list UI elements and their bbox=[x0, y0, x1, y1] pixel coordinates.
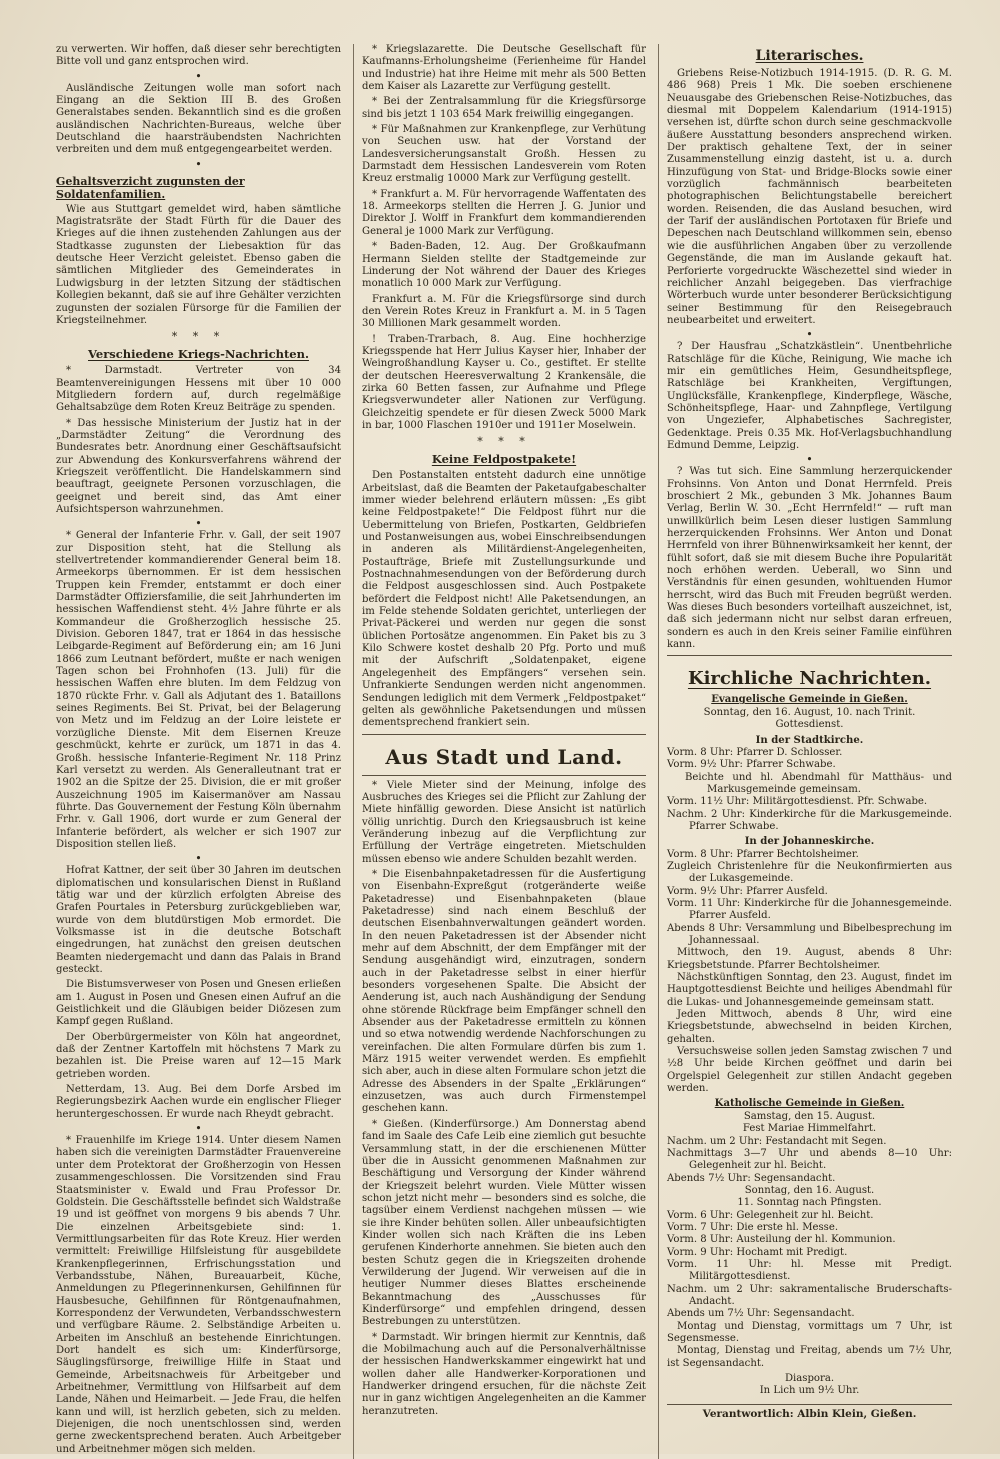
paragraph: zu verwerten. Wir hoffen, daß dieser sehr berechtigten Bitte voll und ganz entsprochen wird. bbox=[56, 44, 341, 68]
service-line: Nachmittags 3—7 Uhr und abends 8—10 Uhr: Gelegenheit zur hl. Beicht. bbox=[667, 1147, 952, 1172]
separator-stars: * * * bbox=[477, 435, 531, 449]
subheading: 11. Sonntag nach Pfingsten. bbox=[737, 1197, 882, 1209]
service-line: Vorm. 11½ Uhr: Militärgottesdienst. Pfr. Schwabe. bbox=[667, 796, 928, 808]
heading-aus-stadt-und-land: Aus Stadt und Land. bbox=[385, 744, 623, 769]
page-columns bbox=[56, 44, 980, 1455]
paragraph: Den Postanstalten entsteht dadurch eine unnötige Arbeitslast, daß die Beamten der Paketaufgabeschalter immer wieder belehrend erläutern müssen: „Es gibt keine Feldpostpakete!“ Die Feldpost führt nur die Uebermittelung von Briefen, Postkarten, Geldbriefen und Postanweisungen aus, wobei Einschreibsendungen in anderen als Militärdienst-Angelegenheiten, Postaufträge, Briefe mit Zustellungsurkunde und Postnachnahmesendungen von der Beförderung durch die Feldpost ausgeschlossen sind. Auch Postpakete befördert die Feldpost nicht! Alle Paketsendungen, an im Felde stehende Soldaten gerichtet, unterliegen der Privat-Päckerei und werden nur gegen die sonst üblichen Portosätze angenommen. Ein Paket bis zu 3 Kilo Schwere kostet deshalb 20 Pfg. Porto und muß mit der Aufschrift „Soldatenpaket, eigene Angelegenheit des Empfängers“ versehen sein. Unfrankierte Sendungen werden nicht angenommen. Sendungen lediglich mit dem Vermerk „Feldpostpaket“ gelten als gewöhnliche Paketsendungen und müssen dementsprechend frankiert sein. bbox=[362, 470, 646, 729]
service-line: Montag, Dienstag und Freitag, abends um 7½ Uhr, ist Segensandacht. bbox=[667, 1345, 952, 1369]
footer-responsible-editor: Verantwortlich: Albin Klein, Gießen. bbox=[667, 1404, 952, 1420]
paragraph: ? Der Hausfrau „Schatzkästlein“. Unentbehrliche Ratschläge für die Küche, Reinigung, Wie mache ich mir ein gemütliches Heim, Gesundheitspflege, Ratschläge bei Krankheiten, Vergiftungen, Unglücksfälle, Krankenpflege, Kinderpflege, Wäsche, Schönheitspflege, Haar- und Zahnpflege, Vertilgung von Ungeziefer, Alphabetisches Sachregister, Gedenktage. Preis 0.35 Mk. Hof-Verlagsbuchhandlung Edmund Demme, Leipzig. bbox=[667, 341, 952, 451]
heading-feldpostpakete: Keine Feldpostpakete! bbox=[431, 452, 577, 467]
separator-dot: • bbox=[195, 1122, 202, 1136]
paragraph: * Viele Mieter sind der Meinung, infolge des Ausbruches des Krieges sei die Pflicht zur Zahlung der Miete hinfällig geworden. Diese Ansicht ist natürlich völlig unrichtig. Durch den Kriegsausbruch ist keine Veränderung inbezug auf die Verpflichtung zur Erfüllung der Verträge eingetreten. Mietschulden müssen ebenso wie andere Schulden bezahlt werden. bbox=[362, 779, 646, 865]
paragraph: * Das hessische Ministerium der Justiz hat in der „Darmstädter Zeitung“ die Verordnung des Bundesrates betr. Anordnung einer Geschäftsaufsicht zur Abwendung des Konkursverfahrens während der Kriegszeit veröffentlicht. Die Handelskammern sind beauftragt, geeignete Personen vorzuschlagen, die geeignet und bereit sind, das Amt einer Aufsichtsperson wahrzunehmen. bbox=[56, 417, 341, 515]
service-line: Vorm. 8 Uhr: Pfarrer Bechtolsheimer. bbox=[667, 848, 859, 860]
service-line: Mittwoch, den 19. August, abends 8 Uhr: Kriegsbetstunde. Pfarrer Bechtolsheimer. bbox=[667, 947, 952, 971]
separator-dot: • bbox=[195, 157, 202, 171]
paragraph: * Darmstadt. Vertreter von 34 Beamtenvereinigungen Hessens mit über 10 000 Mitgliedern fordern auf, durch regelmäßige Gehaltsabzüge dem Roten Kreuz Beiträge zu spenden. bbox=[56, 365, 341, 414]
paragraph: * Frauenhilfe im Kriege 1914. Unter diesem Namen haben sich die vereinigten Darmstädter Frauenvereine unter dem Protektorat der Großherzogin von Hessen zusammengeschlossen. Die Vorsitzenden sind Frau Staatsminister v. Ewald und Frau Professor Dr. Goldstein. Die Geschäftsstelle befindet sich Waldstraße 19 und ist geöffnet von morgens 9 bis abends 7 Uhr. Die einzelnen Arbeitsgebiete sind: 1. Vermittlungsarbeiten für das Rote Kreuz. Hier werden vermittelt: Freiwillige Hilfsleistung für ausgebildete Krankenpflegerinnen, Erfrischungsstation und Verbandsstube, Nähen, Bureauarbeit, Küche, Anmeldungen zu Pflegerinnenkursen, Gehilfinnen für Hausbesuche, Gehilfinnen für Röntgenaufnahmen, Korrespondenz der Verwundeten, Verbandsschwestern und verfügbare Räume. 2. Selbständige Arbeiten u. Arbeiten im Anschluß an bestehende Einrichtungen. Dort handelt es sich um: Kinderfürsorge, Säuglingsfürsorge, freiwillige Hilfe in Staat und Gemeinde, Arbeitsnachweis für Arbeitgeber und Arbeitnehmer, Vermittlung von Hilfsarbeit auf dem Lande, Nähen und Heimarbeit. — Jede Frau, die helfen kann und will, ist herzlich gebeten, sich zu melden. Diejenigen, die noch unentschlossen sind, werden gerne zweckentsprechend beraten. Auch Arbeitgeber und Arbeitnehmer mögen sich melden. bbox=[56, 1135, 341, 1455]
service-line: Vorm. 6 Uhr: Gelegenheit zur hl. Beicht. bbox=[667, 1209, 874, 1221]
separator-dot: • bbox=[195, 852, 202, 866]
service-line: Vorm. 11 Uhr: hl. Messe mit Predigt. Militärgottesdienst. bbox=[667, 1258, 952, 1283]
heading-evangelische-gemeinde: Evangelische Gemeinde in Gießen. bbox=[711, 694, 908, 706]
paragraph: Wie aus Stuttgart gemeldet wird, haben sämtliche Magistratsräte der Stadt Fürth für die Dauer des Krieges auf die ihnen zustehenden Zahlungen aus der Stadtkasse zugunsten der Liebesaktion für das deutsche Heer Verzicht geleistet. Ebenso gaben die sämtlichen Mitglieder des Gemeinderates in Ludwigsburg in der letzten Sitzung der städtischen Kollegien bekannt, daß sie auf ihre Gehälter verzichten zugunsten der sozialen Fürsorge für die Familien der Kriegsteilnehmer. bbox=[56, 203, 341, 326]
separator-stars: * * * bbox=[171, 330, 226, 344]
service-line: Nachm. um 2 Uhr: sakramentalische Bruderschafts-Andacht. bbox=[667, 1283, 952, 1307]
paragraph: * Gießen. (Kinderfürsorge.) Am Donnerstag abend fand im Saale des Cafe Leib eine ziemlich gut besuchte Versammlung statt, in der die erschienenen Mütter über die in Aussicht genommenen Maßnahmen zur Beschäftigung und Versorgung der Kinder während der Kriegszeit belehrt wurden. Viele Mütter wissen schon jetzt nicht mehr — besonders sind es solche, die tagsüber einem Verdienst nachgehen müssen — wie sie ihre Kinder behüten sollen. Aller unbeaufsichtigten Kinder wollen sich nach Kräften die ins Leben gerufenen Kinderhorte annehmen. Sie bieten auch den besten Schutz gegen die in Kriegszeiten drohende Verwilderung der Jugend. Wir verweisen auf die in heutiger Nummer dieses Blattes erscheinende Bekanntmachung des „Ausschusses für Kinderfürsorge“ und empfehlen dringend, dessen Bestrebungen zu unterstützen. bbox=[362, 1118, 646, 1328]
service-line: Versuchsweise sollen jeden Samstag zwischen 7 und ½8 Uhr beide Kirchen geöffnet und darin bei Orgelspiel Gelegenheit zur stillen Andacht gegeben werden. bbox=[667, 1046, 952, 1095]
service-line: Zugleich Christenlehre für die Neukonfirmierten aus der Lukasgemeinde. bbox=[667, 860, 952, 885]
separator-dot: • bbox=[806, 328, 813, 342]
service-line: Montag und Dienstag, vormittags um 7 Uhr, ist Segensmesse. bbox=[667, 1320, 952, 1344]
paragraph: Netterdam, 13. Aug. Bei dem Dorfe Arsbed im Regierungsbezirk Aachen wurde ein englischer Flieger heruntergeschossen. Er wurde nach Rheydt gebracht. bbox=[56, 1084, 341, 1120]
service-line: Abends 7½ Uhr: Segensandacht. bbox=[667, 1172, 836, 1184]
heading-gehaltsverzicht: Gehaltsverzicht zugunsten der Soldatenfamilien. bbox=[56, 174, 245, 201]
service-line: Nachm. 2 Uhr: Kinderkirche für die Markusgemeinde. Pfarrer Schwabe. bbox=[667, 808, 952, 832]
paragraph: * Frankfurt a. M. Für hervorragende Waffentaten des 18. Armeekorps stellten die Herren J. G. Junior und Direktor J. Wolff in Frankfurt dem kommandierenden General je 1000 Mark zur Verfügung. bbox=[362, 188, 646, 237]
column-right bbox=[658, 44, 952, 1459]
paragraph: * Die Eisenbahnpaketadressen für die Ausfertigung von Eisenbahn-Expreßgut (rotgeränderte weiße Paketadresse) und Eisenbahnpaketen (blaue Paketadresse) sind nach einem Beschluß der deutschen Eisenbahnverwaltungen geändert worden. In den neuen Paketadressen ist der Absender nicht mehr auf dem Abschnitt, der dem Empfänger mit der Sendung ausgehändigt wird, einzutragen, sondern auch in der Paketadresse selbst in einer hierfür besonders vorgesehenen Spalte. Die Absicht der Aenderung ist, auch nach Aushändigung der Sendung ohne störende Rückfrage beim Empfänger schnell den Absender aus der Paketadresse ermitteln zu können und so etwa notwendig werdende Nachforschungen zu vereinfachen. Die alten Formulare dürfen bis zum 1. März 1915 weiter verwendet werden. Es empfiehlt sich aber, auch in diese alten Formulare schon jetzt die Adresse des Absenders in der Spalte „Erklärungen“ einzusetzen, was auch durch Firmenstempel geschehen kann. bbox=[362, 868, 646, 1115]
paragraph: ? Was tut sich. Eine Sammlung herzerquickender Frohsinns. Von Anton und Donat Herrnfeld. Preis broschiert 2 Mk., gebunden 3 Mk. Johannes Baum Verlag, Berlin W. 30. „Echt Herrnfeld!“ — ruft man unwillkürlich beim Lesen dieser lustigen Sammlung herzerquickenden Frohsinns. Wer Anton und Donat Herrnfeld von ihrer Bühnenwirksamkeit her kennt, der fühlt sofort, daß sie mit diesem Buche ihre Popularität noch erhöhen werden. Ueberall, wo Sinn und Verständnis für einen gesunden, wohltuenden Humor herrscht, wird das Buch mit Freuden begrüßt werden. Was dieses Buch besonders vorteilhaft auszeichnet, ist, daß sich jedermann nicht nur selbst daran erfreuen, sondern es auch in den Kreis seiner Familie einführen kann. bbox=[667, 466, 952, 651]
separator-dot: • bbox=[195, 517, 202, 531]
subheading: Fest Mariae Himmelfahrt. bbox=[742, 1123, 877, 1135]
heading-literarisches: Literarisches. bbox=[755, 48, 864, 64]
service-line: Beichte und hl. Abendmahl für Matthäus- und Markusgemeinde gemeinsam. bbox=[685, 771, 952, 795]
service-line: Vorm. 8 Uhr: Pfarrer D. Schlosser. bbox=[667, 746, 843, 758]
paragraph: Frankfurt a. M. Für die Kriegsfürsorge sind durch den Verein Rotes Kreuz in Frankfurt a. M. in 5 Tagen 30 Millionen Mark gesammelt worden. bbox=[362, 293, 646, 330]
church-notices bbox=[667, 694, 952, 1397]
service-line: Nachm. um 2 Uhr: Festandacht mit Segen. bbox=[667, 1135, 887, 1147]
date-line: Sonntag, den 16. August, 10. nach Trinit. bbox=[703, 706, 916, 718]
paragraph: Der Oberbürgermeister von Köln hat angeordnet, daß der Zentner Kartoffeln mit höchstens 7 Mark zu bezahlen ist. Die Preise waren auf 12—15 Mark getrieben worden. bbox=[56, 1031, 341, 1080]
separator-dot: • bbox=[195, 69, 202, 83]
service-line: Vorm. 7 Uhr: Die erste hl. Messe. bbox=[667, 1221, 839, 1233]
service-line: Nächstkünftigen Sonntag, den 23. August, findet im Hauptgottesdienst Beichte und heiliges Abendmahl für die Lukas- und Johannesgemeinde gemeinsam statt. bbox=[667, 972, 952, 1008]
paragraph: * Darmstadt. Wir bringen hiermit zur Kenntnis, daß die Mobilmachung auch auf die Personalverhältnisse der hessischen Handwerkskammer eingewirkt hat und wollen daher alle Handwerker-Korporationen und Handwerker dringend ersuchen, für die nächste Zeit nur in ganz wichtigen Angelegenheiten an die Kammer heranzutreten. bbox=[362, 1331, 646, 1417]
date-line: Samstag, den 15. August. bbox=[743, 1110, 876, 1122]
service-line: Vorm. 8 Uhr: Austeilung der hl. Kommunion. bbox=[667, 1234, 896, 1246]
paragraph: * General der Infanterie Frhr. v. Gall, der seit 1907 zur Disposition steht, hat die Stellung als stellvertretender kommandierender General beim 18. Armeekorps übernommen. Er ist dem hessischen Truppen kein Fremder, entstammt er doch einer Darmstädter Offiziersfamilie, die seit Jahrhunderten im hessischen Waffendienst steht. 4½ Jahre führte er als Kommandeur die Großherzoglich hessische 25. Division. Geboren 1847, trat er 1864 in das hessische Leibgarde-Regiment auf Beförderung ein; am 16 Juni 1866 zum Leutnant befördert, mußte er nach wenigen Tagen schon bei Frohnhofen (13. Juli) für die hessischen Waffen ehre bluten. Im dem Feldzug von 1870 rückte Frhr. v. Gall als Adjutant des 1. Bataillons seines Regiments. Bei St. Privat, bei der Belagerung von Metz und im Feldzug an der Loire leistete er vorzügliche Dienste. Mit dem Eisernen Kreuze geschmückt, kehrte er zurück, um 1871 in das 4. Großh. hessische Infanterie-Regiment Nr. 118 Prinz Karl versetzt zu werden. Als Generalleutnant trat er 1902 an die Spitze der 25. Division, die er mit großer Auszeichnung 1905 im Kaisermanöver am Nassau führte. Das Gouvernement der Festung Köln übernahm Frhr. v. Gall 1906, dort wurde er zum General der Infanterie befördert, als welcher er sich 1907 zur Disposition stellen ließ. bbox=[56, 530, 341, 850]
subheading: Diaspora. bbox=[784, 1373, 835, 1385]
service-line: Jeden Mittwoch, abends 8 Uhr, wird eine Kriegsbetstunde, abwechselnd in beiden Kirchen, gehalten. bbox=[667, 1009, 952, 1045]
heading-stadtkirche: In der Stadtkirche. bbox=[755, 734, 864, 746]
column-left bbox=[56, 44, 341, 1459]
service-line: Vorm. 9½ Uhr: Pfarrer Schwabe. bbox=[667, 759, 836, 771]
divider bbox=[667, 655, 952, 656]
service-line: In Lich um 9½ Uhr. bbox=[759, 1385, 860, 1397]
service-line: Vorm. 9½ Uhr: Pfarrer Ausfeld. bbox=[667, 885, 828, 897]
divider bbox=[362, 734, 646, 735]
paragraph: * Baden-Baden, 12. Aug. Der Großkaufmann Hermann Sielden stellte der Stadtgemeinde zur Linderung der Not während der Dauer des Krieges monatlich 10 000 Mark zur Verfügung. bbox=[362, 241, 646, 290]
paragraph: * Kriegslazarette. Die Deutsche Gesellschaft für Kaufmanns-Erholungsheime (Ferienheime für Handel und Industrie) hat ihre Heime mit mehr als 500 Betten dem Kaiser als Lazarette zur Verfügung gestellt. bbox=[362, 44, 646, 93]
service-line: Vorm. 9 Uhr: Hochamt mit Predigt. bbox=[667, 1246, 848, 1258]
heading-johanneskirche: In der Johanneskirche. bbox=[744, 836, 875, 848]
paragraph: * Bei der Zentralsammlung für die Kriegsfürsorge sind bis jetzt 1 103 654 Mark freiwillig eingegangen. bbox=[362, 96, 646, 120]
paragraph: ! Traben-Trarbach, 8. Aug. Eine hochherzige Kriegsspende hat Herr Julius Kayser hier, Inhaber der Weingroßhandlung Kayser u. Co., gestiftet. Er stellte der deutschen Heeresverwaltung 2 Krankensäle, die zirka 60 Betten fassen, zur Aufnahme und Pflege Kriegsverwundeter aller Nationen zur Verfügung. Gleichzeitig spendete er für diesen Zweck 5000 Mark in bar, 1000 Flaschen 1910er und 1911er Moselwein. bbox=[362, 333, 646, 431]
paragraph-auslaendische-zeitungen: Ausländische Zeitungen wolle man sofort nach Eingang an die Sektion III B. des Großen Generalstabes senden. Bekanntlich sind es die großen ausländischen Nachrichten-Bureaus, welche über Deutschland die haarsträubendsten Nachrichten verbreiten und dem muß entgegengearbeitet werden. bbox=[56, 82, 341, 156]
column-middle bbox=[353, 44, 646, 1459]
service-line: Abends um 7½ Uhr: Segensandacht. bbox=[667, 1308, 855, 1320]
paragraph: Griebens Reise-Notizbuch 1914-1915. (D. R. G. M. 486 968) Preis 1 Mk. Die soeben erschienene Neuausgabe des Griebenschen Reise-Notizbuches, das diesmal mit Doppelem Kalendarium (1914-1915) versehen ist, dürfte schon durch seine geschmackvolle äußere Ausstattung besonders ansprechend wirken. Der praktisch gehaltene Text, der in seiner Zusammenstellung einzig dasteht, ist u. a. durch Hinzufügung von Stat- und Bridge-Blocks sowie einer vorzüglich fachmännisch bearbeiteten photographischen Belichtungstabelle bereichert worden. Reisenden, die das Ausland besuchen, wird der Tarif der ausländischen Portotaxen für Briefe und Depeschen nach Deutschland willkommen sein, ebenso wie die ausführlichen Angaben über zu verzollende Gegenstände, die man im Auslande gekauft hat. Perforierte vorgedruckte Wäschezettel sind wieder in reichlicher Anzahl beigegeben. Das vierfrachige Wörterbuch wurde unter besonderer Berücksichtigung seiner Bestimmung für den Reisegebrauch neubearbeitet und erweitert. bbox=[667, 68, 952, 326]
paragraph: Die Bistumsverweser von Posen und Gnesen erließen am 1. August in Posen und Gnesen einen Aufruf an die Geistlichkeit und die Gläubigen beider Diözesen zum Kampf gegen Rußland. bbox=[56, 979, 341, 1028]
heading-kirchliche-nachrichten: Kirchliche Nachrichten. bbox=[687, 668, 932, 690]
divider bbox=[362, 775, 646, 776]
subheading: Gottesdienst. bbox=[775, 719, 844, 731]
paragraph: * Für Maßnahmen zur Krankenpflege, zur Verhütung von Seuchen usw. hat der Vorstand der Landesversicherungsanstalt Großh. Hessen zu Darmstadt dem Hessischen Landesverein vom Roten Kreuz erstmalig 10000 Mark zur Verfügung gestellt. bbox=[362, 124, 646, 185]
heading-kriegs-nachrichten: Verschiedene Kriegs-Nachrichten. bbox=[88, 347, 309, 362]
separator-dot: • bbox=[806, 453, 813, 467]
heading-katholische-gemeinde: Katholische Gemeinde in Gießen. bbox=[714, 1098, 905, 1110]
service-line: Vorm. 11 Uhr: Kinderkirche für die Johannesgemeinde. Pfarrer Ausfeld. bbox=[667, 897, 952, 922]
paragraph: Hofrat Kattner, der seit über 30 Jahren im deutschen diplomatischen und konsularischen Dienst in Rußland tätig war und der kürzlich erfolgten Abreise des Grafen Pourtales in Petersburg zurückgeblieben war, wurde von dem blutdürstigen Mob ermordet. Die Volksmasse ist in die deutsche Botschaft eingedrungen, hat zunächst den greisen deutschen Beamten niedergemacht und dann das Palais in Brand gesteckt. bbox=[56, 865, 341, 975]
date-line: Sonntag, den 16. August. bbox=[744, 1184, 875, 1196]
service-line: Abends 8 Uhr: Versammlung und Bibelbesprechung im Johannessaal. bbox=[667, 922, 952, 946]
